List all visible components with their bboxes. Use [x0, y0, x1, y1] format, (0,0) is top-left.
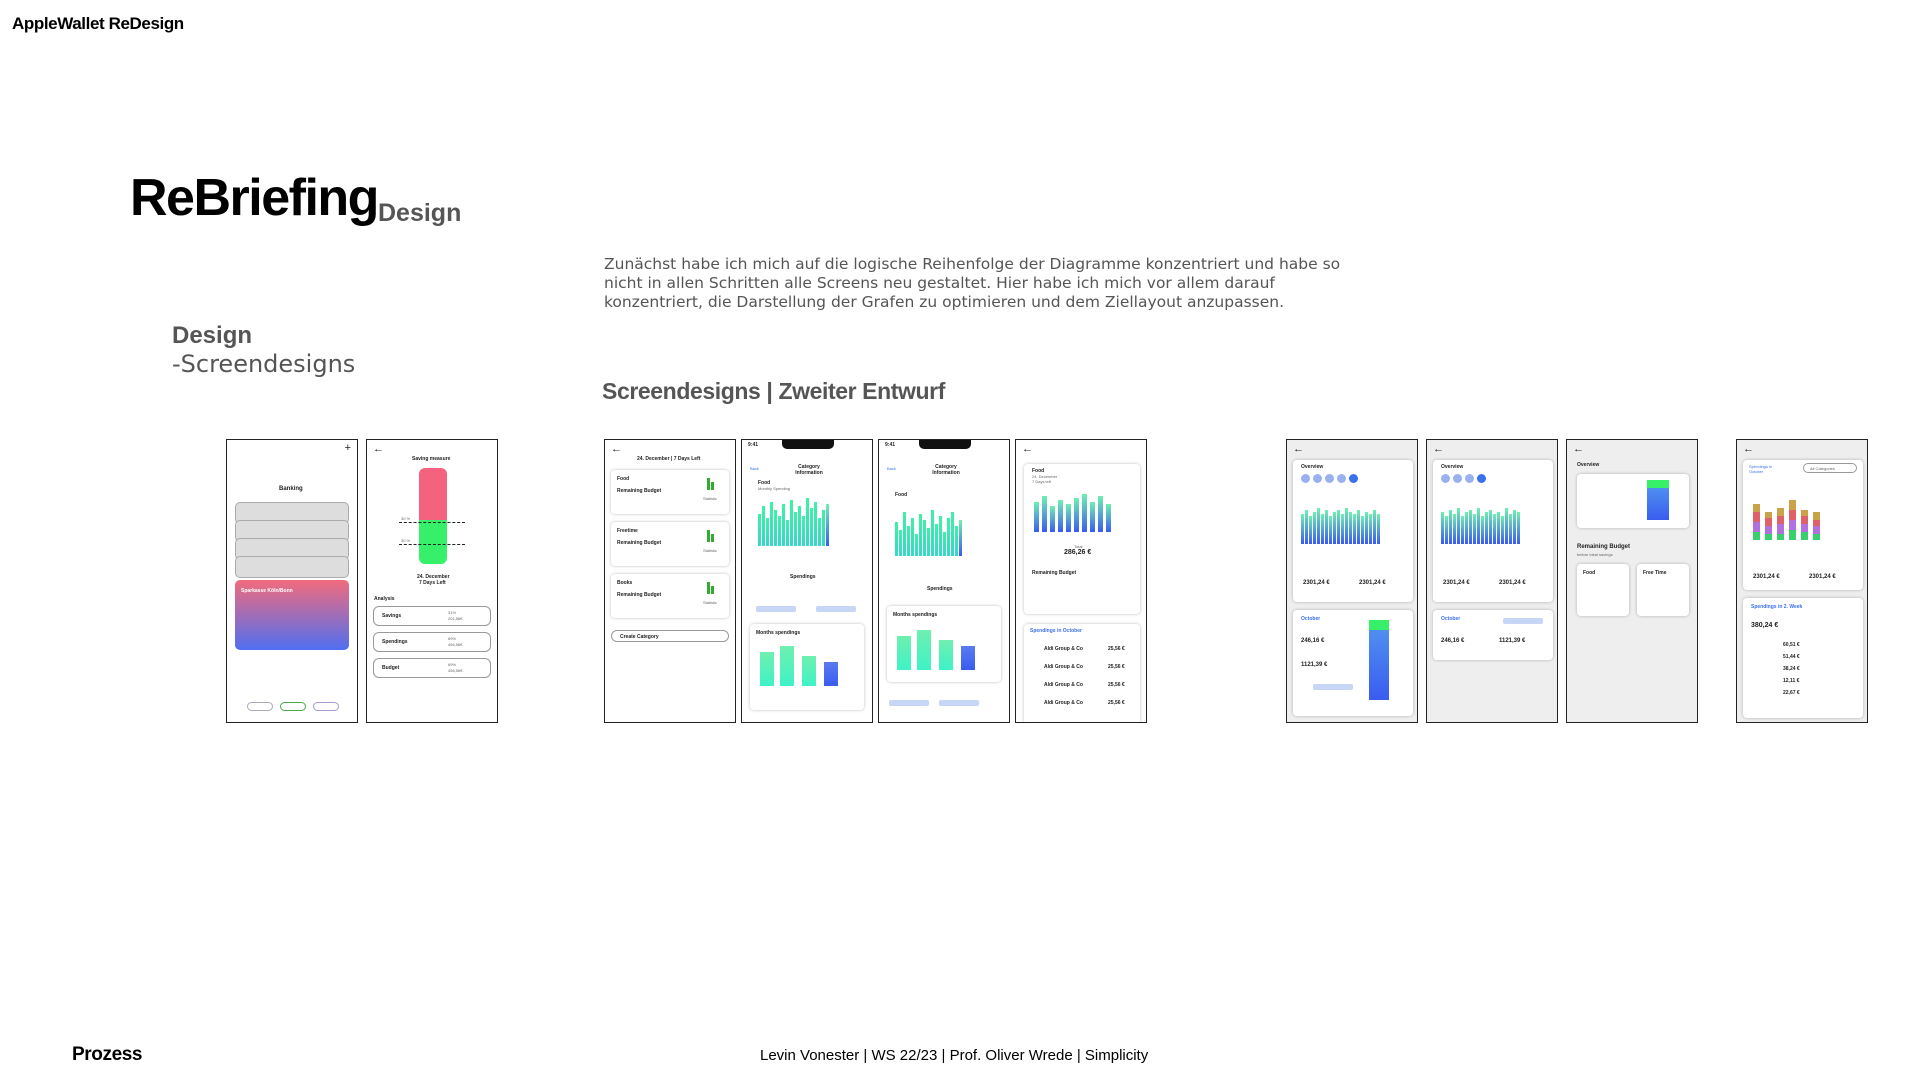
screen-banking [226, 439, 358, 723]
phone-notch [919, 440, 971, 449]
monthly-bars [895, 506, 962, 556]
banking-title: Banking [279, 486, 303, 492]
page-title: ReBriefing [130, 169, 378, 227]
card-label: Sparkasse Köln/Bonn [241, 588, 293, 594]
back-arrow-icon[interactable]: ← [1022, 443, 1033, 455]
page-subtitle: Design [378, 199, 462, 227]
overview-bars [1301, 494, 1380, 544]
overview-card: Overview 2301,24 € 2301,24 € [1433, 460, 1553, 602]
tab-pill[interactable] [280, 702, 306, 711]
tab-pill[interactable] [313, 702, 339, 711]
pct-label: 30 % [401, 516, 411, 521]
category-filter[interactable]: All Categories [1803, 463, 1857, 473]
back-arrow-icon[interactable]: ← [1293, 443, 1304, 455]
back-arrow-icon[interactable]: ← [1573, 443, 1584, 455]
screen-remaining-budget: ← Overview Remaining Budget before ideal savings Food Free Time [1566, 439, 1698, 723]
footer-credits: Levin Vonester | WS 22/23 | Prof. Oliver Wrede | Simplicity [760, 1047, 1149, 1064]
back-link[interactable]: Back [750, 466, 759, 471]
weekly-bars [1034, 492, 1111, 532]
analysis-row[interactable]: Spendings 69% 456,56€ [373, 632, 491, 652]
screens-heading: Screendesigns | Zweiter Entwurf [602, 378, 945, 404]
back-arrow-icon[interactable]: ← [1433, 443, 1444, 455]
monthly-bars [758, 496, 829, 546]
months-spendings-card: Months spendings [887, 606, 1001, 682]
tab-pill[interactable] [247, 702, 273, 711]
overview-bars [1441, 494, 1520, 544]
sparkasse-card[interactable] [235, 580, 349, 650]
overview-card: Overview 2301,24 € 2301,24 € [1293, 460, 1413, 602]
details-button[interactable] [1313, 684, 1353, 690]
intro-paragraph: Zunächst habe ich mich auf die logische Reihenfolge der Diagramme konzentriert und habe so nicht in allen Schritten alle Screens neu gestaltet. Hier habe ich mich vor allem darauf konzentriert, die Darstellung der Grafen zu optimieren und dem Ziellayout anzupassen. [604, 255, 1341, 311]
back-link[interactable]: Back [887, 466, 896, 471]
months-spendings-card: Months spendings [750, 624, 864, 710]
days-label: 7 Days Left [419, 580, 446, 586]
footer-section-label: Prozess [72, 1044, 143, 1065]
compare-button[interactable] [756, 606, 796, 612]
back-arrow-icon[interactable]: ← [373, 443, 384, 455]
screen-category-information-v2: 9:41 Back Category Information Food Spendings Months spendings [878, 439, 1010, 723]
divider-line [399, 522, 465, 523]
wallet-card [235, 556, 349, 578]
screen-food-detail [1015, 439, 1147, 723]
analysis-row[interactable]: Savings 31% 201,56€ [373, 606, 491, 626]
screen-categories [604, 439, 736, 723]
details-button[interactable] [1503, 618, 1543, 624]
brand-title: AppleWallet ReDesign [12, 14, 184, 33]
divider-line [399, 544, 465, 545]
compare-button[interactable] [889, 700, 929, 706]
screen-saving-measure [366, 439, 498, 723]
date-label: 24. December [417, 574, 450, 580]
category-card-books[interactable]: Books Remaining Budget Statistic [611, 574, 729, 618]
saving-title: Saving measure [412, 456, 451, 462]
category-card-food[interactable]: Food Remaining Budget Statistic [611, 470, 729, 514]
screen-overview [1286, 439, 1418, 723]
create-category-button[interactable]: Create Category [611, 630, 729, 642]
details-button[interactable] [939, 700, 979, 706]
savings-bar-top [419, 468, 447, 520]
analysis-row[interactable]: Budget 69% 456,56€ [373, 658, 491, 678]
screen-spendings-october [1736, 439, 1868, 723]
stacked-chart-card: Spendings in October All Categories 2301,24 € 2301,24 € [1743, 460, 1863, 590]
details-button[interactable] [816, 606, 856, 612]
category-card-freetime[interactable]: Freetime Remaining Budget Statistic [611, 522, 729, 566]
categories-header: 24. December | 7 Days Left [637, 456, 701, 462]
pct-label: 30 % [401, 538, 411, 543]
screen-category-information: 9:41 Back Category Information Food Monthly Spending Spendings Months spendings [741, 439, 873, 723]
back-arrow-icon[interactable]: ← [611, 443, 622, 455]
spendings-list-card: Spendings in October Aldi Group & Co 25,56 € Aldi Group & Co 25,56 € Aldi Group & Co 25,56 € Aldi Group & Co 25,56 € [1024, 624, 1140, 723]
week-spendings-card: Spendings in 2. Week 380,24 € 60,51 € 51,44 € 38,24 € 12,11 € 22,67 € [1743, 598, 1863, 718]
section-subtitle: -Screendesigns [172, 350, 356, 378]
analysis-label: Analysis [374, 596, 395, 602]
plus-icon: + [344, 442, 351, 454]
savings-bar-bottom [419, 520, 447, 564]
phone-notch [782, 440, 834, 449]
october-card: October 246,16 € 1121,39 € [1433, 610, 1553, 660]
back-arrow-icon[interactable]: ← [1743, 443, 1754, 455]
budget-card-freetime[interactable]: Free Time [1637, 564, 1689, 616]
budget-chart-card [1577, 474, 1689, 528]
october-card: October 246,16 € 1121,39 € [1293, 610, 1413, 716]
screen-overview-v2 [1426, 439, 1558, 723]
food-summary-card: Food 24. December 7 Days left Total 286,26 € Remaining Budget [1024, 464, 1140, 614]
section-title: Design [172, 322, 253, 349]
budget-card-food[interactable]: Food [1577, 564, 1629, 616]
stacked-bars [1753, 492, 1820, 540]
